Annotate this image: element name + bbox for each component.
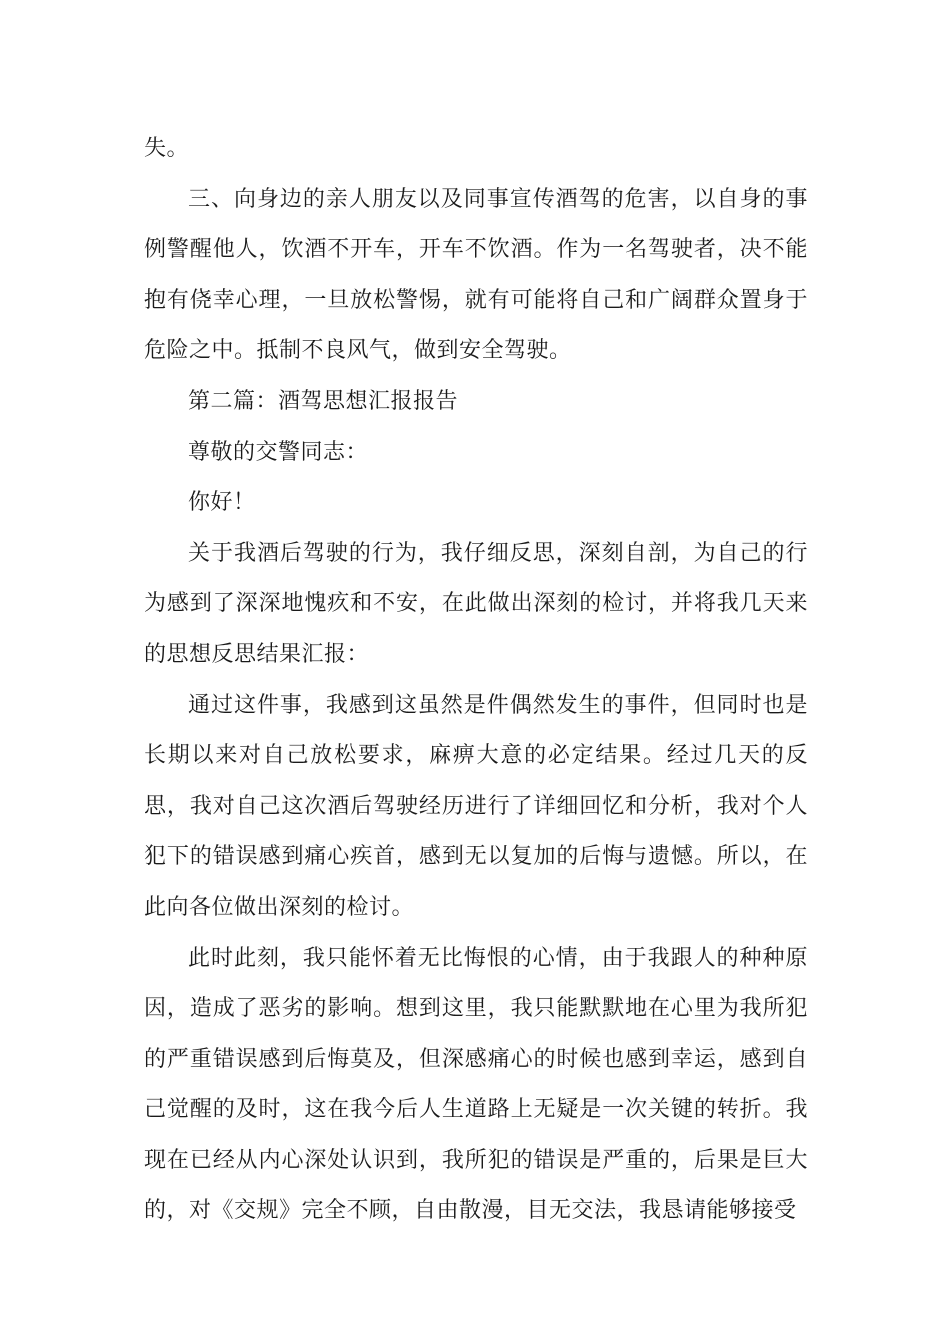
paragraph-continuation: 失。 [144, 136, 190, 161]
paragraph-body-1: 关于我酒后驾驶的行为，我仔细反思，深刻自剖，为自己的行为感到了深深地愧疚和不安，在此做出深刻的检讨，并将我几天来的思想反思结果汇报： [144, 540, 808, 667]
salutation: 尊敬的交警同志： [188, 439, 369, 465]
section-title: 第二篇：酒驾思想汇报报告 [188, 388, 459, 414]
paragraph-item-three: 三、向身边的亲人朋友以及同事宣传酒驾的危害，以自身的事例警醒他人，饮酒不开车，开车不饮酒。作为一名驾驶者，决不能抱有侥幸心理，一旦放松警惕，就有可能将自己和广阔群众置身于危险之中。抵制不良风气，做到安全驾驶。 [144, 186, 808, 364]
greeting: 你好！ [188, 490, 256, 516]
paragraph-body-3: 此时此刻，我只能怀着无比悔恨的心情，由于我跟人的种种原因，造成了恶劣的影响。想到这里，我只能默默地在心里为我所犯的严重错误感到后悔莫及，但深感痛心的时候也感到幸运，感到自己觉醒的及时，这在我今后人生道路上无疑是一次关键的转折。我现在已经从内心深处认识到，我所犯的错误是严重的，后果是巨大的，对《交规》完全不顾，自由散漫，目无交法，我恳请能够接受 [144, 945, 808, 1224]
document-body [144, 124, 808, 1237]
paragraph-body-2: 通过这件事，我感到这虽然是件偶然发生的事件，但同时也是长期以来对自己放松要求，麻痹大意的必定结果。经过几天的反思，我对自己这次酒后驾驶经历进行了详细回忆和分析，我对个人犯下的错误感到痛心疾首，感到无以复加的后悔与遗憾。所以，在此向各位做出深刻的检讨。 [144, 692, 808, 920]
